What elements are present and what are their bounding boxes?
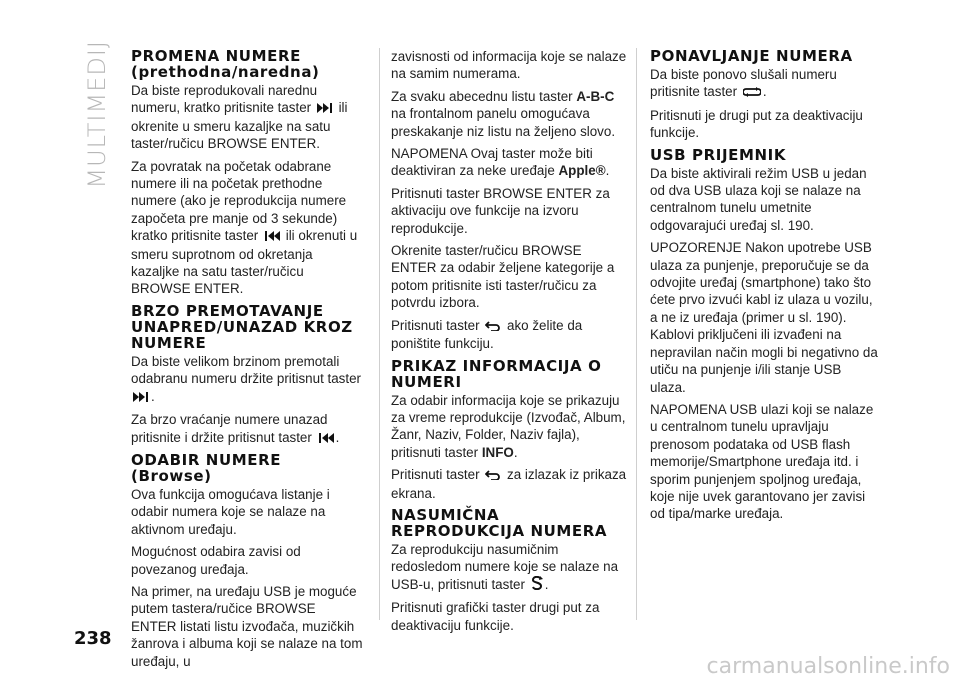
paragraph: Okrenite taster/ručicu BROWSE ENTER za odabir željene kategorije a potom pritisnite isti taster/ručicu za potvrdu izbora. <box>391 243 615 311</box>
paragraph: Ova funkcija omogućava listanje i odabir numera koje se nalaze na aktivnom uređaju. <box>131 486 330 537</box>
heading-fast-forward: BRZO PREMOTAVANJE UNAPRED/UNAZAD KROZ NUMERE <box>131 301 353 352</box>
skip-back-icon <box>264 228 280 245</box>
paragraph: Za reprodukciju nasumičnim redosledom numere koje se nalaze na USB-u, pritisnuti taster . <box>391 541 627 594</box>
heading-track-change: PROMENA NUMERE (prethodna/naredna) <box>131 47 320 81</box>
paragraph: Na primer, na uređaju USB je moguće putem tastera/ručice BROWSE ENTER listati listu izvođača, muzičkih žanrova i albuma koji se nalaze na tom uređaju, u <box>131 583 363 669</box>
column-2 <box>391 48 627 639</box>
paragraph: Mogućnost odabira zavisi od povezanog uređaja. <box>131 544 301 577</box>
paragraph: Za svaku abecednu listu taster A-B-C na frontalnom panelu omogućava preskakanje niz listu na željeno slovo. <box>391 88 616 139</box>
skip-forward-icon <box>133 389 149 406</box>
paragraph: Da biste ponovo slušali numeru pritisnite taster . <box>650 66 880 102</box>
skip-back-icon <box>318 430 334 447</box>
heading-shuffle: NASUMIČNA REPRODUKCIJA NUMERA <box>391 505 608 540</box>
paragraph: Za odabir informacija koje se prikazuju za vreme reprodukcije (Izvođač, Album, Žanr, Naziv, Folder, Naziv fajla), pritisnuti taster INFO. <box>391 392 626 460</box>
paragraph: Pritisnuti taster ako želite da poništite funkciju. <box>391 317 583 352</box>
repeat-icon <box>743 84 761 101</box>
paragraph: Pritisnuti taster za izlazak iz prikaza ekrana. <box>391 467 627 501</box>
column-3 <box>650 48 880 528</box>
paragraph: Da biste velikom brzinom premotali odabranu numeru držite pritisnut taster . <box>131 353 363 406</box>
heading-browse: ODABIR NUMERE (Browse) <box>131 450 282 485</box>
paragraph: Za povratak na početak odabrane numere ili na početak prethodne numere (ako je reprodukcija numere započeta pre manje od 3 sekunde) kratko pritisnite taster ili okrenuti u smeru suprotnom od okretanja kazaljke na satu taster/ručicu BROWSE ENTER. <box>131 158 358 297</box>
paragraph: Da biste reprodukovali narednu numeru, kratko pritisnite taster ili okrenite u smeru kazaljke na satu taster/ručicu BROWSE ENTER. <box>131 83 348 152</box>
paragraph: Pritisnuti taster BROWSE ENTER za aktivaciju ove funkcije na izvoru reprodukcije. <box>391 185 610 236</box>
back-arrow-icon <box>485 318 501 335</box>
paragraph: NAPOMENA USB ulazi koji se nalaze u centralnom tunelu upravljaju prenosom podataka od USB flash memorije/Smartphone uređaja itd. i sporim punjenjem spoljnog uređaja, koje nije uvek garantovano jer zavisi od tipa/marke uređaja. <box>650 401 874 522</box>
section-title-vertical: MULTIMEDIJ <box>83 40 111 189</box>
watermark: carmanualsonline.info <box>706 654 950 679</box>
paragraph: NAPOMENA Ovaj taster može biti deaktiviran za neke uređaje Apple®. <box>391 146 610 179</box>
skip-forward-icon <box>317 100 333 117</box>
paragraph: Da biste aktivirali režim USB u jedan od dva USB ulaza koji se nalaze na centralnom tunelu umetnite odgovarajući uređaj sl. 190. <box>650 165 867 233</box>
paragraph: UPOZORENJE Nakon upotrebe USB ulaza za punjenje, preporučuje se da odvojite uređaj (smartphone) tako što ćete prvo izvući kabl iz ulaza u vozilu, a ne iz uređaja (primer u sl. 190). Kablovi priključeni ili izvađeni na nepravilan način mogli bi negativno da utiču na punjenje i/ili stanje USB ulaza. <box>650 240 878 395</box>
paragraph: zavisnosti od informacija koje se nalaze na samim numerama. <box>391 49 627 82</box>
page-number: 238 <box>74 628 112 649</box>
paragraph: Pritisnuti grafički taster drugi put za deaktivaciju funkcije. <box>391 600 600 633</box>
shuffle-icon <box>531 576 543 594</box>
paragraph: Pritisnuti je drugi put za deaktivaciju funkcije. <box>650 107 863 141</box>
back-arrow-icon <box>485 467 501 484</box>
heading-usb: USB PRIJEMNIK <box>650 145 787 164</box>
heading-track-info: PRIKAZ INFORMACIJA O NUMERI <box>391 356 602 391</box>
paragraph: Za brzo vraćanje numere unazad pritisnite i držite pritisnut taster . <box>131 411 363 447</box>
column-divider <box>379 48 380 620</box>
column-1 <box>131 48 363 675</box>
heading-repeat: PONAVLJANJE NUMERA <box>650 47 853 65</box>
column-divider <box>636 48 637 620</box>
